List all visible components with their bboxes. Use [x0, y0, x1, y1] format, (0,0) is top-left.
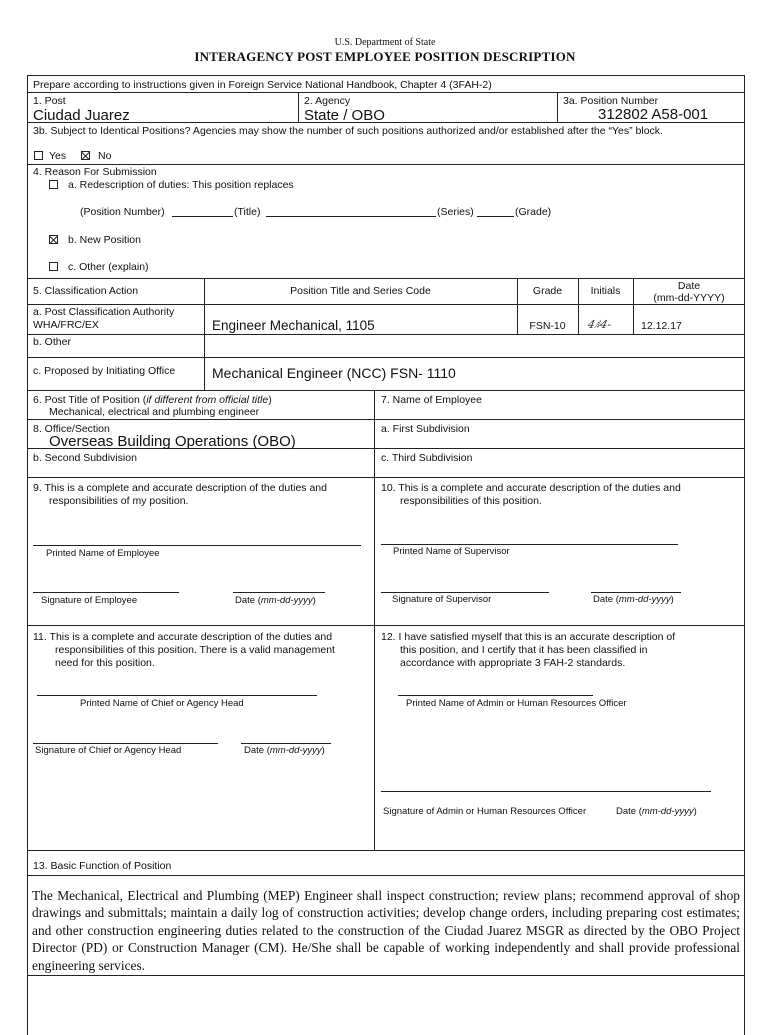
hr-cert-text-3: accordance with appropriate 3 FAH-2 standards.: [400, 657, 626, 669]
post-title-label: 6. Post Title of Position (if different from official title): [33, 394, 272, 406]
date-format-header: (mm-dd-YYYY): [653, 292, 725, 304]
new-position-checkbox[interactable]: [49, 235, 58, 244]
basic-function-label: 13. Basic Function of Position: [33, 860, 172, 872]
employee-date-field[interactable]: [233, 592, 325, 593]
date-col-header: Date: [677, 280, 701, 292]
supervisor-printed-name-field[interactable]: [381, 544, 678, 545]
employee-cert-text-1: 9. This is a complete and accurate description of the duties and: [33, 482, 327, 494]
replaced-position-number-label: (Position Number): [80, 206, 165, 218]
rule: [27, 304, 745, 305]
supervisor-cert-text-1: 10. This is a complete and accurate description of the duties and: [381, 482, 681, 494]
redescription-label: a. Redescription of duties: This position replaces: [68, 179, 294, 191]
chief-cert-text-3: need for this position.: [55, 657, 155, 669]
chief-signature-label: Signature of Chief or Agency Head: [35, 745, 182, 756]
post-classification-authority-value: WHA/FRC/EX: [33, 319, 99, 331]
instructions-text: Prepare according to instructions given in Foreign Service National Handbook, Chapter 4 (3FAH-2): [33, 79, 492, 91]
supervisor-signature-label: Signature of Supervisor: [392, 594, 492, 605]
hr-signature-label: Signature of Admin or Human Resources Officer: [383, 806, 587, 817]
first-subdivision-label: a. First Subdivision: [381, 423, 470, 435]
authority-position-title: Engineer Mechanical, 1105: [212, 318, 375, 333]
rule: [27, 875, 745, 876]
hr-printed-name-field[interactable]: [398, 695, 593, 696]
reason-label: 4. Reason For Submission: [33, 166, 157, 178]
form-title: INTERAGENCY POST EMPLOYEE POSITION DESCRIPTION: [194, 49, 576, 64]
replaced-series-label: (Series): [437, 206, 474, 218]
agency-value: State / OBO: [304, 107, 385, 124]
agency-label: 2. Agency: [304, 95, 351, 107]
proposed-position-title: Mechanical Engineer (NCC) FSN- 1110: [212, 365, 456, 381]
chief-printed-name-field[interactable]: [37, 695, 317, 696]
hr-printed-name-label: Printed Name of Admin or Human Resources Officer: [406, 698, 627, 709]
employee-printed-name-field[interactable]: [33, 545, 361, 546]
replaced-grade-label: (Grade): [515, 206, 552, 218]
post-value: Ciudad Juarez: [33, 107, 130, 124]
position-number-label: 3a. Position Number: [563, 95, 659, 107]
redescription-checkbox[interactable]: [49, 180, 58, 189]
hr-signature-field[interactable]: [381, 791, 711, 792]
employee-date-label: Date (mm-dd-yyyy): [235, 595, 316, 606]
third-subdivision-label: c. Third Subdivision: [381, 452, 473, 464]
employee-signature-label: Signature of Employee: [41, 595, 138, 606]
rule: [27, 334, 745, 335]
rule: [27, 92, 745, 93]
replaced-series-field[interactable]: [477, 216, 514, 217]
position-title-col-header: Position Title and Series Code: [290, 285, 431, 297]
identical-no-checkbox[interactable]: [81, 151, 90, 160]
identical-yes-checkbox[interactable]: [34, 151, 43, 160]
rule: [27, 164, 745, 165]
other-classification-label: b. Other: [33, 336, 71, 348]
position-number-value: 312802 A58-001: [598, 106, 709, 123]
chief-cert-text-1: 11. This is a complete and accurate description of the duties and: [33, 631, 333, 643]
other-reason-label: c. Other (explain): [68, 261, 149, 273]
rule: [27, 850, 745, 851]
rule: [27, 278, 745, 279]
classification-action-label: 5. Classification Action: [33, 285, 139, 297]
grade-col-header: Grade: [532, 285, 563, 297]
rule: [27, 357, 745, 358]
chief-cert-text-2: responsibilities of this position. There is a valid management: [55, 644, 335, 656]
authority-date: 12.12.17: [641, 320, 682, 332]
office-section-value: Overseas Building Operations (OBO): [49, 433, 296, 450]
chief-date-label: Date (mm-dd-yyyy): [244, 745, 325, 756]
office-section-label: 8. Office/Section: [33, 423, 110, 435]
employee-name-label: 7. Name of Employee: [381, 394, 482, 406]
post-label: 1. Post: [33, 95, 66, 107]
chief-printed-name-label: Printed Name of Chief or Agency Head: [80, 698, 244, 709]
proposed-by-label: c. Proposed by Initiating Office: [33, 365, 176, 377]
rule: [374, 390, 375, 850]
rule: [27, 975, 745, 976]
replaced-position-number-field[interactable]: [172, 216, 233, 217]
identical-yes-label: Yes: [49, 150, 67, 162]
employee-printed-name-label: Printed Name of Employee: [46, 548, 160, 559]
other-reason-checkbox[interactable]: [49, 262, 58, 271]
employee-cert-text-2: responsibilities of my position.: [49, 495, 189, 507]
rule: [298, 92, 299, 122]
rule: [27, 477, 745, 478]
rule: [27, 390, 745, 391]
identical-no-label: No: [98, 150, 112, 162]
rule: [557, 92, 558, 122]
replaced-title-field[interactable]: [266, 216, 436, 217]
post-classification-authority-label: a. Post Classification Authority: [33, 306, 175, 318]
supervisor-date-field[interactable]: [591, 592, 681, 593]
supervisor-cert-text-2: responsibilities of this position.: [400, 495, 542, 507]
authority-initials: 4ﾙ4-: [586, 318, 613, 331]
rule: [27, 625, 745, 626]
replaced-title-label: (Title): [234, 206, 261, 218]
hr-cert-text-1: 12. I have satisfied myself that this is an accurate description of: [381, 631, 676, 643]
new-position-label: b. New Position: [68, 234, 141, 246]
second-subdivision-label: b. Second Subdivision: [33, 452, 137, 464]
hr-date-label: Date (mm-dd-yyyy): [616, 806, 697, 817]
authority-grade: FSN-10: [529, 320, 566, 332]
chief-date-field[interactable]: [241, 743, 331, 744]
rule: [27, 419, 745, 420]
department-name: U.S. Department of State: [334, 37, 436, 48]
initials-col-header: Initials: [590, 285, 621, 297]
employee-signature-field[interactable]: [33, 592, 179, 593]
supervisor-signature-field[interactable]: [381, 592, 549, 593]
identical-positions-label: 3b. Subject to Identical Positions? Agencies may show the number of such positions authorized and/or established after the “Yes” block.: [33, 125, 663, 137]
hr-cert-text-2: this position, and I certify that it has been classified in: [400, 644, 648, 656]
basic-function-text: The Mechanical, Electrical and Plumbing (MEP) Engineer shall inspect construction; review plans; recommend approval of shop drawings and submittals; maintain a daily log of construction activities; develop change orders, including preparing cost estimates; and other construction engineering duties related to the construction of the Ciudad Juarez MSGR as directed by the OBO Project Director (PD) or Construction Manager (CM). He/She shall be capable of working independently and shall provide professional engineering services.: [32, 888, 740, 973]
chief-signature-field[interactable]: [33, 743, 218, 744]
supervisor-date-label: Date (mm-dd-yyyy): [593, 594, 674, 605]
supervisor-printed-name-label: Printed Name of Supervisor: [393, 546, 510, 557]
post-title-value: Mechanical, electrical and plumbing engineer: [49, 406, 260, 418]
